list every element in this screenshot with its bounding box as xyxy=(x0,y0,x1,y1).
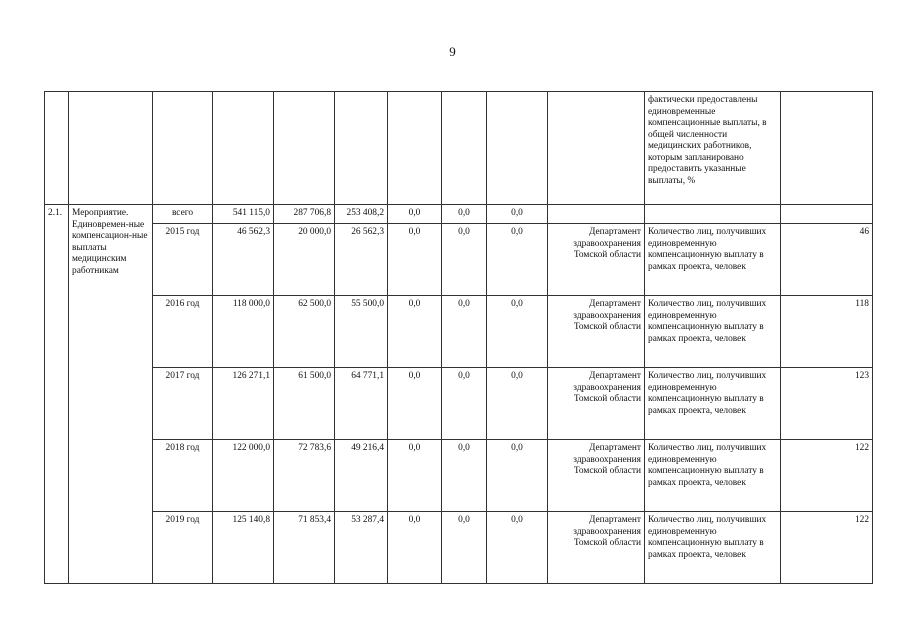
value-cell: 62 500,0 xyxy=(274,296,335,368)
item-name: Мероприятие. Единовремен-ные компенсацион-ные выплаты медицинским работникам xyxy=(69,205,153,584)
year-row xyxy=(45,440,873,512)
cell-empty xyxy=(213,92,274,205)
value-cell: 541 115,0 xyxy=(213,205,274,224)
period-label: всего xyxy=(153,205,213,224)
cell-empty xyxy=(69,92,153,205)
year-row xyxy=(45,368,873,440)
executor-cell: Департамент здравоохранения Томской области xyxy=(548,224,645,296)
value-cell: 0,0 xyxy=(388,205,442,224)
cell-empty xyxy=(781,92,873,205)
year-row xyxy=(45,296,873,368)
cell-empty xyxy=(274,92,335,205)
year-label: 2016 год xyxy=(153,296,213,368)
value-cell: 0,0 xyxy=(442,512,487,584)
value-cell: 0,0 xyxy=(388,296,442,368)
year-row xyxy=(45,224,873,296)
value-cell: 0,0 xyxy=(487,512,548,584)
indicator-cell: Количество лиц, получивших единовременную компенсационную выплату в рамках проекта, человек xyxy=(645,296,781,368)
value-cell: 118 000,0 xyxy=(213,296,274,368)
value-cell: 49 216,4 xyxy=(335,440,388,512)
value-cell: 0,0 xyxy=(487,296,548,368)
program-table xyxy=(44,91,873,584)
year-label: 2018 год xyxy=(153,440,213,512)
cell-empty xyxy=(645,205,781,224)
value-cell: 122 000,0 xyxy=(213,440,274,512)
cell-empty xyxy=(442,92,487,205)
value-cell: 253 408,2 xyxy=(335,205,388,224)
executor-cell: Департамент здравоохранения Томской области xyxy=(548,440,645,512)
year-row xyxy=(45,512,873,584)
value-cell: 0,0 xyxy=(487,440,548,512)
target-value: 118 xyxy=(781,296,873,368)
year-label: 2019 год xyxy=(153,512,213,584)
cell-empty xyxy=(388,92,442,205)
value-cell: 0,0 xyxy=(487,205,548,224)
value-cell: 0,0 xyxy=(487,224,548,296)
value-cell: 0,0 xyxy=(442,368,487,440)
value-cell: 46 562,3 xyxy=(213,224,274,296)
value-cell: 26 562,3 xyxy=(335,224,388,296)
target-value: 123 xyxy=(781,368,873,440)
value-cell: 126 271,1 xyxy=(213,368,274,440)
target-value: 46 xyxy=(781,224,873,296)
value-cell: 0,0 xyxy=(487,368,548,440)
cell-empty xyxy=(548,205,645,224)
cell-empty xyxy=(548,92,645,205)
value-cell: 61 500,0 xyxy=(274,368,335,440)
cell-empty xyxy=(153,92,213,205)
item-number: 2.1. xyxy=(45,205,69,584)
cell-empty xyxy=(335,92,388,205)
indicator-cell: Количество лиц, получивших единовременную компенсационную выплату в рамках проекта, человек xyxy=(645,224,781,296)
indicator-cell: Количество лиц, получивших единовременную компенсационную выплату в рамках проекта, человек xyxy=(645,440,781,512)
year-label: 2017 год xyxy=(153,368,213,440)
value-cell: 0,0 xyxy=(442,440,487,512)
cell-empty xyxy=(487,92,548,205)
continued-header-row xyxy=(45,92,873,205)
indicator-cell: Количество лиц, получивших единовременную компенсационную выплату в рамках проекта, человек xyxy=(645,512,781,584)
value-cell: 71 853,4 xyxy=(274,512,335,584)
indicator-description: фактически предоставлены единовременные компенсационные выплаты, в общей численности медицинских работников, которым запланировано предоставить указанные выплаты, % xyxy=(645,92,781,205)
value-cell: 0,0 xyxy=(442,205,487,224)
year-label: 2015 год xyxy=(153,224,213,296)
value-cell: 64 771,1 xyxy=(335,368,388,440)
target-value: 122 xyxy=(781,440,873,512)
value-cell: 55 500,0 xyxy=(335,296,388,368)
value-cell: 0,0 xyxy=(388,224,442,296)
executor-cell: Департамент здравоохранения Томской области xyxy=(548,296,645,368)
indicator-cell: Количество лиц, получивших единовременную компенсационную выплату в рамках проекта, человек xyxy=(645,368,781,440)
value-cell: 125 140,8 xyxy=(213,512,274,584)
target-value: 122 xyxy=(781,512,873,584)
executor-cell: Департамент здравоохранения Томской области xyxy=(548,368,645,440)
value-cell: 72 783,6 xyxy=(274,440,335,512)
page-number: 9 xyxy=(449,44,456,59)
value-cell: 0,0 xyxy=(388,440,442,512)
value-cell: 287 706,8 xyxy=(274,205,335,224)
value-cell: 0,0 xyxy=(388,512,442,584)
cell-empty xyxy=(45,92,69,205)
value-cell: 0,0 xyxy=(388,368,442,440)
value-cell: 0,0 xyxy=(442,224,487,296)
value-cell: 20 000,0 xyxy=(274,224,335,296)
value-cell: 0,0 xyxy=(442,296,487,368)
value-cell: 53 287,4 xyxy=(335,512,388,584)
total-row xyxy=(45,205,873,224)
executor-cell: Департамент здравоохранения Томской области xyxy=(548,512,645,584)
cell-empty xyxy=(781,205,873,224)
